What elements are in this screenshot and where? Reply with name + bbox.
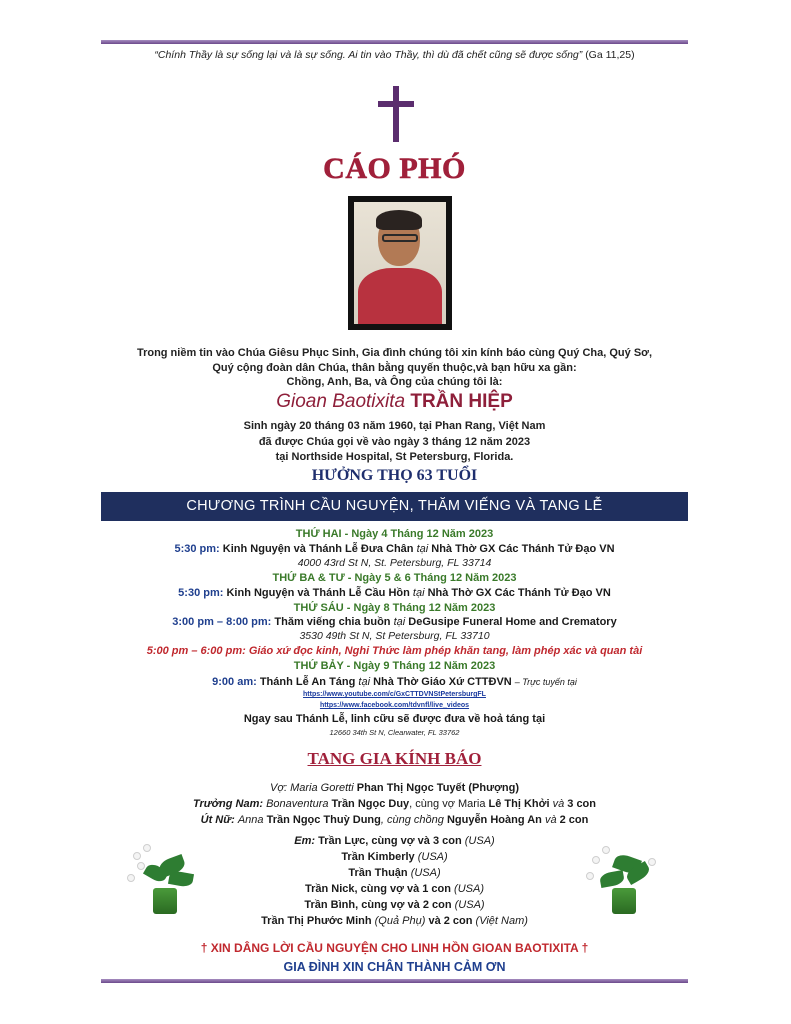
- burial-address: 12660 34th St N, Clearwater, FL 33762: [329, 728, 460, 737]
- announcement-intro: [101, 346, 688, 390]
- day-friday: THỨ SÁU - Ngày 8 Tháng 12 Năm 2023: [293, 602, 496, 614]
- prayer-request: † XIN DÂNG LỜI CẦU NGUYỆN CHO LINH HỒN GIOAN BAOTIXITA †: [200, 941, 589, 955]
- address-monday: 4000 43rd St N, St. Petersburg, FL 33714: [297, 557, 492, 569]
- day-monday: THỨ HAI - Ngày 4 Tháng 12 Năm 2023: [295, 528, 494, 540]
- given-name: Gioan Baotixita: [276, 391, 406, 412]
- time-saturday: 9:00 am:: [212, 676, 257, 688]
- day-tue-wed: THỨ BA & TƯ - Ngày 5 & 6 Tháng 12 Năm 2023: [272, 572, 517, 584]
- daughter-line: Út Nữ: Anna Trần Ngọc Thuỳ Dung, cùng chồng Nguyễn Hoàng An và 2 con: [200, 814, 589, 826]
- death-line: đã được Chúa gọi về vào ngày 3 tháng 12 năm 2023: [258, 435, 531, 448]
- sibling-6: Trần Thị Phước Minh (Quả Phụ) và 2 con (Việt Nam): [261, 915, 528, 927]
- day-saturday: THỨ BẢY - Ngày 9 Tháng 12 Năm 2023: [293, 660, 496, 672]
- event-friday: 3:00 pm – 8:00 pm: Thăm viếng chia buồn tại DeGusipe Funeral Home and Crematory: [172, 616, 617, 628]
- program-banner: CHƯƠNG TRÌNH CẦU NGUYỆN, THĂM VIẾNG VÀ TANG LỄ: [101, 492, 688, 521]
- place-line: tại Northside Hospital, St Petersburg, Florida.: [275, 451, 514, 463]
- flower-arrangement-icon: [125, 838, 205, 918]
- quote-reference: (Ga 11,25): [585, 49, 635, 61]
- age-line: HƯỞNG THỌ 63 TUỔI: [311, 467, 478, 484]
- event-monday: 5:30 pm: Kinh Nguyện và Thánh Lễ Đưa Chân tại Nhà Thờ GX Các Thánh Tử Đạo VN: [174, 543, 615, 555]
- cross-icon: [378, 86, 414, 142]
- obituary-heading: CÁO PHÓ: [323, 152, 466, 185]
- flower-arrangement-icon: [584, 838, 664, 918]
- time-tue-wed: 5:30 pm:: [178, 587, 224, 599]
- sibling-1: Em: Trần Lực, cùng vợ và 3 con (USA): [294, 835, 495, 847]
- intro-line-1: Trong niềm tin vào Chúa Giêsu Phục Sinh, Gia đình chúng tôi xin kính báo cùng Quý Cha, Quý Sơ,: [136, 347, 653, 359]
- facebook-link[interactable]: https://www.facebook.com/tdvnfl/live_videos: [319, 702, 470, 709]
- birth-line: Sinh ngày 20 tháng 03 năm 1960, tại Phan Rang, Việt Nam: [243, 420, 546, 432]
- son-line: Trưởng Nam: Bonaventura Trần Ngọc Duy, cùng vợ Maria Lê Thị Khởi và 3 con: [192, 798, 596, 810]
- time-friday: 3:00 pm – 8:00 pm:: [172, 616, 272, 628]
- bottom-border: [101, 979, 688, 983]
- quote-text: “Chính Thầy là sự sống lại và là sự sống. Ai tin vào Thầy, thì dù đã chết cũng sẽ được sống”: [154, 49, 583, 61]
- deceased-name: [101, 391, 688, 413]
- event-tue-wed: 5:30 pm: Kinh Nguyện và Thánh Lễ Cầu Hồn tại Nhà Thờ GX Các Thánh Tử Đạo VN: [178, 587, 611, 599]
- thank-you-line: GIA ĐÌNH XIN CHÂN THÀNH CẢM ƠN: [283, 960, 506, 974]
- intro-line-3: Chồng, Anh, Ba, và Ông của chúng tôi là:: [286, 376, 503, 388]
- sibling-2: Trần Kimberly (USA): [341, 851, 448, 863]
- sibling-5: Trần Bình, cùng vợ và 2 con (USA): [304, 899, 485, 911]
- burial-line: Ngay sau Thánh Lễ, linh cữu sẽ được đưa về hoả táng tại: [243, 713, 546, 725]
- sibling-4: Trần Nick, cùng vợ và 1 con (USA): [305, 883, 484, 895]
- scripture-quote: [101, 49, 688, 61]
- address-friday: 3530 49th St N, St Petersburg, FL 33710: [299, 630, 490, 642]
- time-monday: 5:30 pm:: [174, 543, 220, 555]
- sibling-3: Trần Thuận (USA): [348, 867, 441, 879]
- intro-line-2: Quý cộng đoàn dân Chúa, thân bằng quyến thuộc,và bạn hữu xa gần:: [212, 361, 577, 374]
- life-dates: [101, 419, 688, 466]
- family-name: TRẦN HIỆP: [410, 391, 513, 412]
- family-heading: TANG GIA KÍNH BÁO: [307, 749, 482, 768]
- portrait-photo: [348, 196, 452, 330]
- top-border: [101, 40, 688, 44]
- youtube-link[interactable]: https://www.youtube.com/c/GxCTTDVNStPetersburgFL: [303, 691, 486, 698]
- friday-note: 5:00 pm – 6:00 pm: Giáo xứ đọc kinh, Nghi Thức làm phép khăn tang, làm phép xác và quan tài: [146, 645, 643, 657]
- event-saturday: 9:00 am: Thánh Lễ An Táng tại Nhà Thờ Giáo Xứ CTTĐVN – Trực tuyến tại: [212, 676, 577, 688]
- wife-line: Vợ: Maria Goretti Phan Thị Ngọc Tuyết (Phượng): [270, 782, 519, 794]
